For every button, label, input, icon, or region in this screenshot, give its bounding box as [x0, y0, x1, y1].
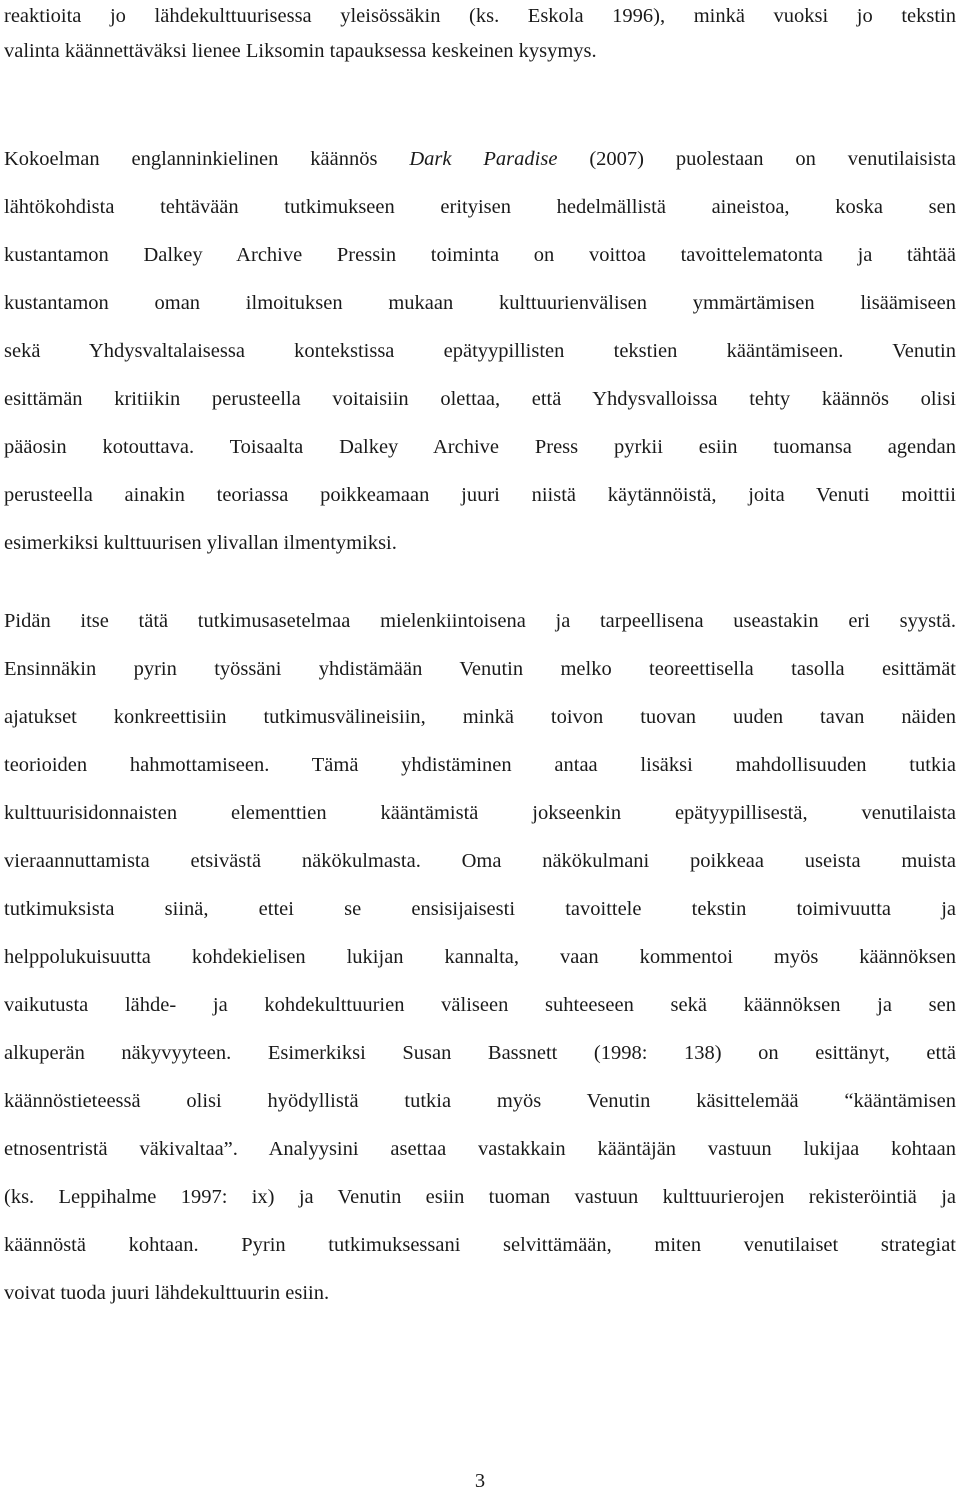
text-line: [4, 1037, 956, 1069]
text-line: [4, 941, 956, 973]
text-segment: Pidän itse tätä tutkimusasetelmaa mielenkiintoisena ja tarpeellisena useastakin eri syystä.: [4, 610, 956, 632]
text-line: [4, 1229, 956, 1261]
text-segment: pääosin kotouttava. Toisaalta Dalkey Archive Press pyrkii esiin tuomansa agendan: [4, 436, 956, 458]
page-number: 3: [474, 1470, 486, 1492]
text-line: [4, 239, 956, 271]
text-segment: vaikutusta lähde- ja kohdekulttuurien väliseen suhteeseen sekä käännöksen ja sen: [4, 994, 956, 1016]
text-segment: sekä Yhdysvaltalaisessa kontekstissa epätyypillisten tekstien kääntämiseen. Venutin: [4, 340, 956, 362]
text-line: [4, 845, 956, 877]
text-line: [4, 287, 956, 319]
text-segment: valinta käännettäväksi lienee Liksomin tapauksessa keskeinen kysymys.: [4, 40, 597, 62]
text-line: [4, 1133, 956, 1165]
text-segment: teorioiden hahmottamiseen. Tämä yhdistäminen antaa lisäksi mahdollisuuden tutkia: [4, 754, 956, 776]
text-line: [4, 35, 956, 67]
text-line: [4, 1181, 956, 1213]
text-segment: esittämän kritiikin perusteella voitaisiin olettaa, että Yhdysvalloissa tehty käännös olisi: [4, 388, 956, 410]
text-segment: (2007) puolestaan on venutilaisista: [557, 148, 956, 170]
text-segment: käännöstieteessä olisi hyödyllistä tutkia myös Venutin käsittelemää “kääntämisen: [4, 1090, 956, 1112]
text-line: [4, 191, 956, 223]
text-segment: kulttuurisidonnaisten elementtien kääntämistä jokseenkin epätyypillisestä, venutilaista: [4, 802, 956, 824]
text-segment: helppolukuisuutta kohdekielisen lukijan kannalta, vaan kommentoi myös käännöksen: [4, 946, 956, 968]
text-line: [4, 335, 956, 367]
text-segment: esimerkiksi kulttuurisen ylivallan ilmentymiksi.: [4, 532, 397, 554]
text-line: [4, 479, 956, 511]
text-line: [4, 989, 956, 1021]
text-line: [4, 893, 956, 925]
text-line: [4, 383, 956, 415]
text-line: [4, 527, 956, 559]
text-segment: voivat tuoda juuri lähdekulttuurin esiin.: [4, 1282, 330, 1304]
text-segment: kustantamon oman ilmoituksen mukaan kulttuurienvälisen ymmärtämisen lisäämiseen: [4, 292, 956, 314]
text-line: [4, 653, 956, 685]
text-segment: Ensinnäkin pyrin työssäni yhdistämään Venutin melko teoreettisella tasolla esittämät: [4, 658, 956, 680]
text-segment: kustantamon Dalkey Archive Pressin toiminta on voittoa tavoittelematonta ja tähtää: [4, 244, 956, 266]
text-line: [4, 431, 956, 463]
text-segment: perusteella ainakin teoriassa poikkeamaan juuri niistä käytännöistä, joita Venuti moittii: [4, 484, 956, 506]
text-segment: ajatukset konkreettisiin tutkimusvälineisiin, minkä toivon tuovan uuden tavan näiden: [4, 706, 956, 728]
text-line: [4, 0, 956, 32]
text-segment: (ks. Leppihalme 1997: ix) ja Venutin esiin tuoman vastuun kulttuurierojen rekisteröintiä ja: [4, 1186, 956, 1208]
text-segment: käännöstä kohtaan. Pyrin tutkimuksessani selvittämään, miten venutilaiset strategiat: [4, 1234, 956, 1256]
text-segment: alkuperän näkyvyyteen. Esimerkiksi Susan Bassnett (1998: 138) on esittänyt, että: [4, 1042, 956, 1064]
text-line: [4, 143, 956, 175]
text-segment: lähtökohdista tehtävään tutkimukseen erityisen hedelmällistä aineistoa, koska sen: [4, 196, 956, 218]
text-line: [4, 701, 956, 733]
italic-title: Dark Paradise: [409, 148, 558, 170]
text-line: [4, 1277, 956, 1309]
text-line: [4, 797, 956, 829]
text-segment: etnosentristä väkivaltaa”. Analyysini asettaa vastakkain kääntäjän vastuun lukijaa kohtaan: [4, 1138, 956, 1160]
text-line: [4, 605, 956, 637]
text-segment: reaktioita jo lähdekulttuurisessa yleisössäkin (ks. Eskola 1996), minkä vuoksi jo tekstin: [4, 5, 956, 27]
text-line: [4, 1085, 956, 1117]
text-line: [4, 749, 956, 781]
text-segment: tutkimuksista siinä, ettei se ensisijaisesti tavoittele tekstin toimivuutta ja: [4, 898, 956, 920]
text-segment: Kokoelman englanninkielinen käännös: [4, 148, 410, 170]
text-segment: vieraannuttamista etsivästä näkökulmasta. Oma näkökulmani poikkeaa useista muista: [4, 850, 956, 872]
